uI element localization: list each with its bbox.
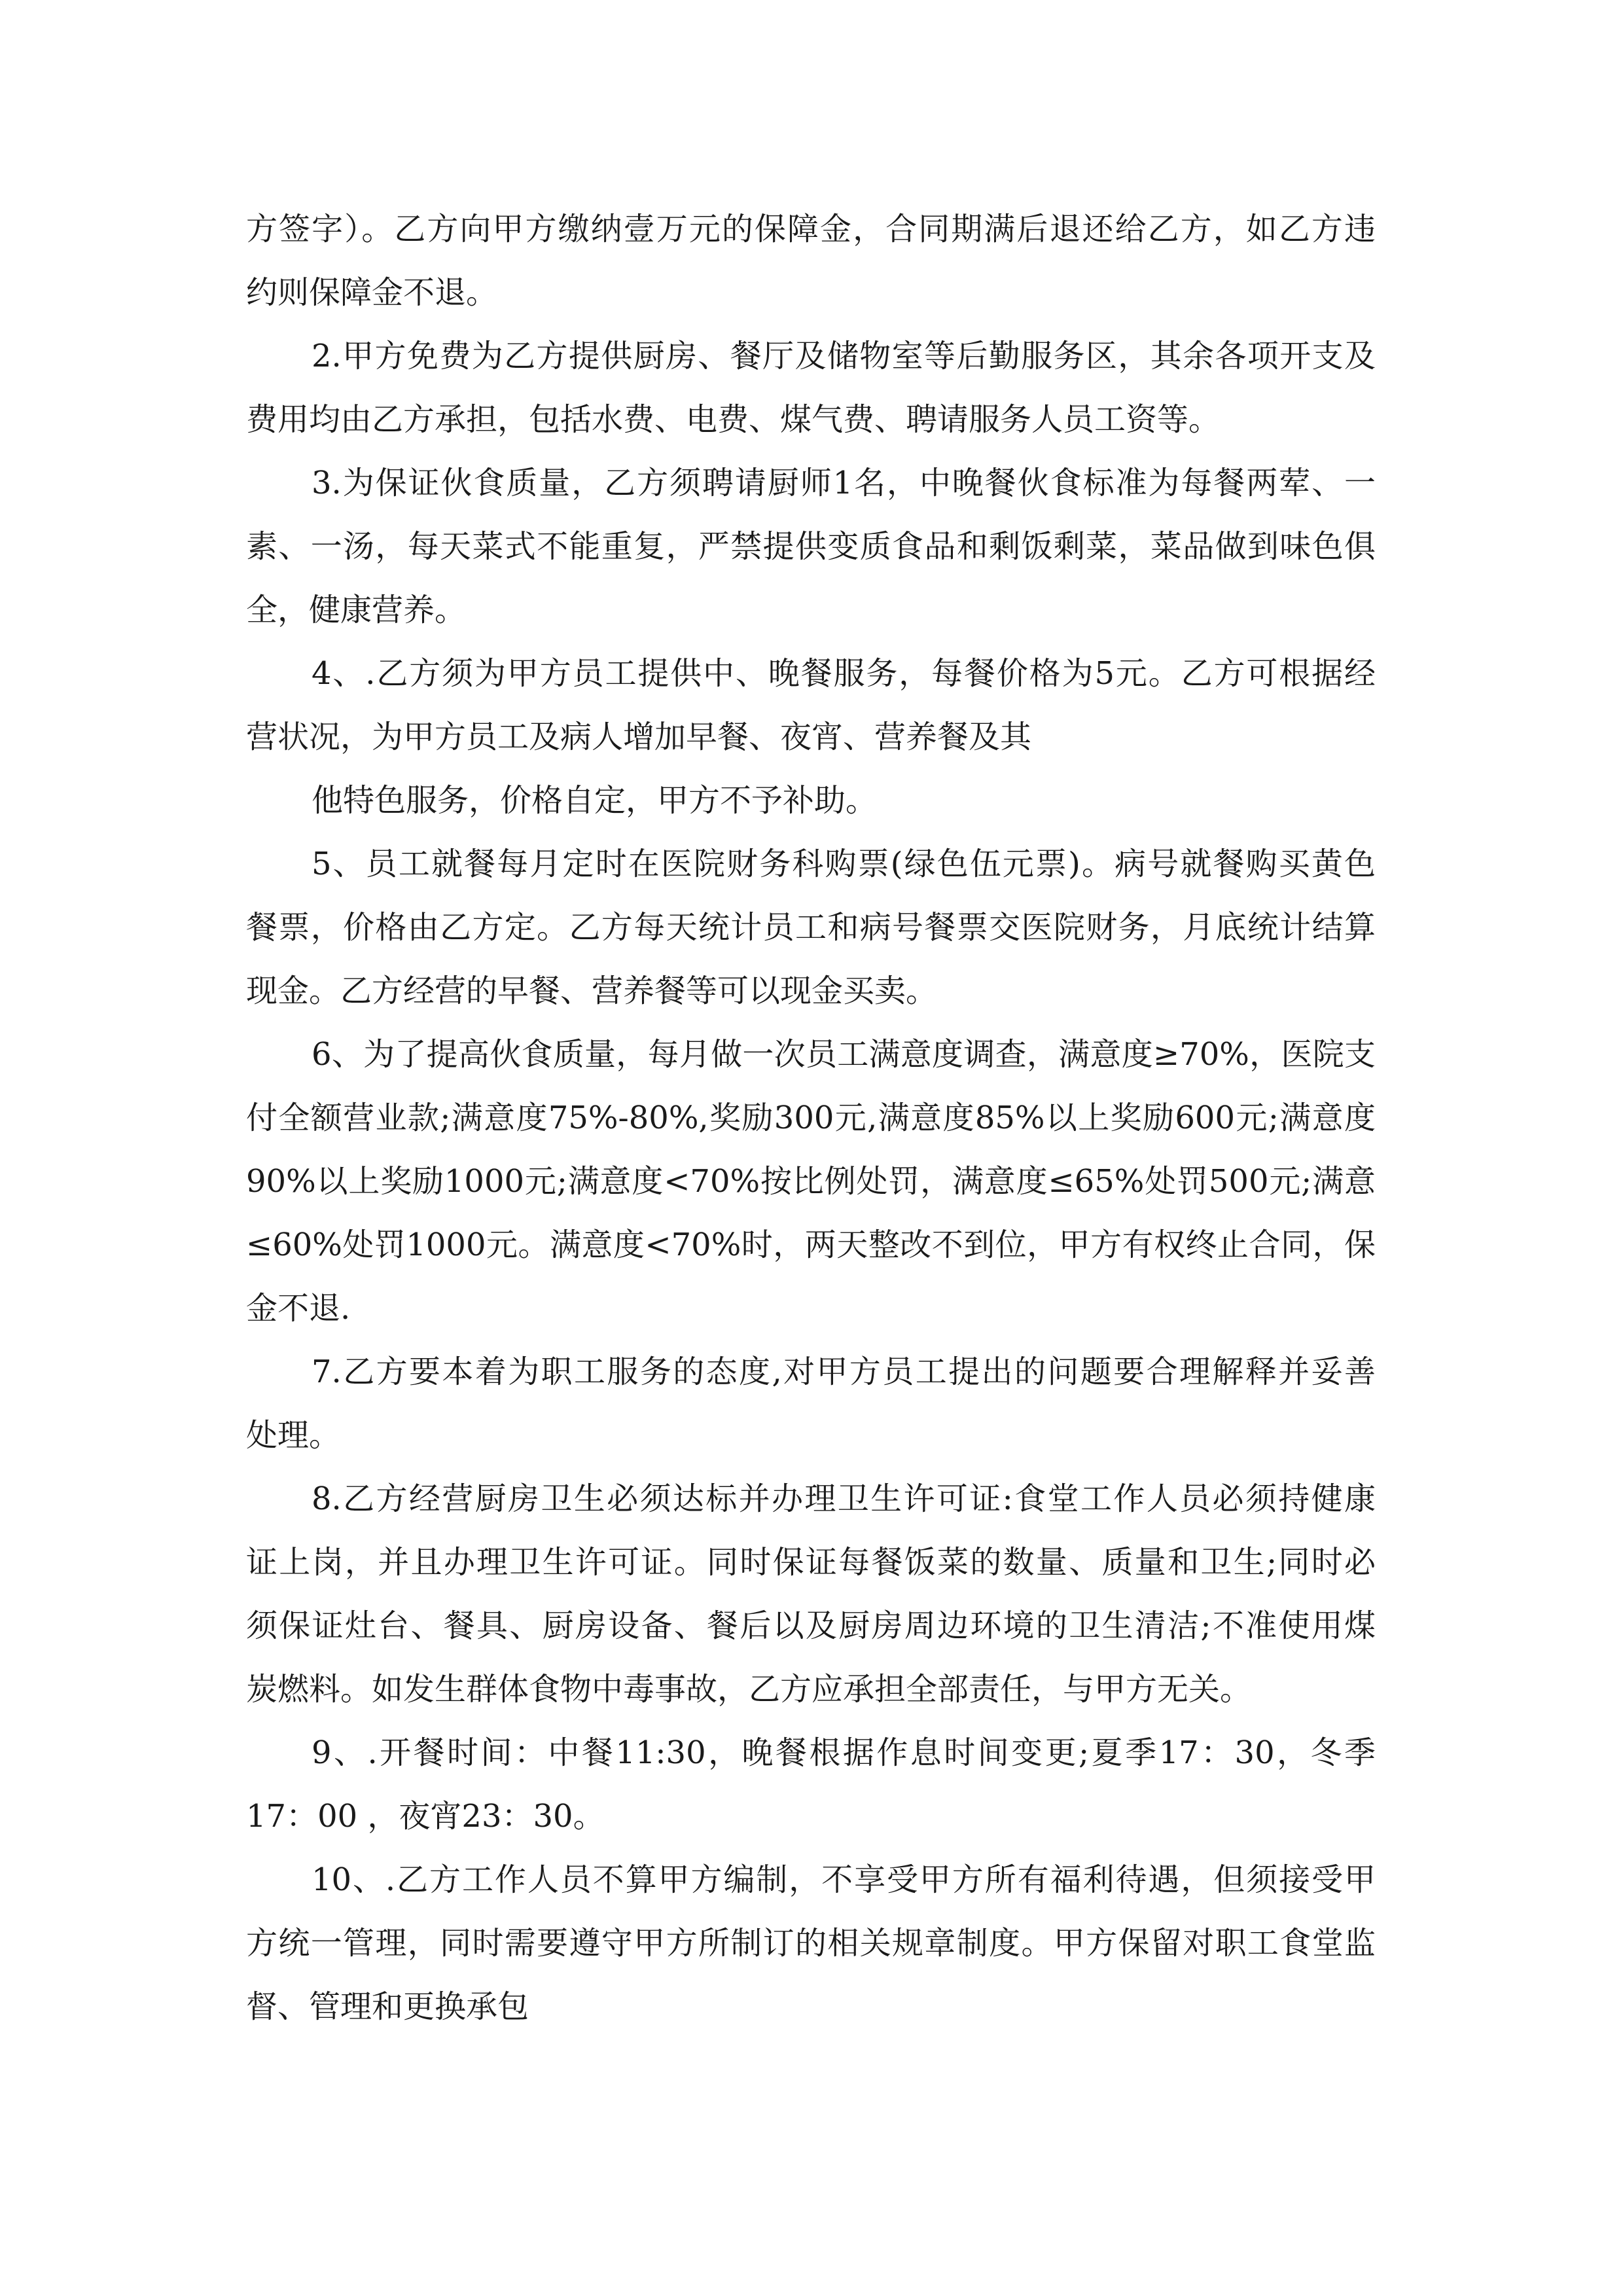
text-line: 费用均由乙方承担，包括水费、电费、煤气费、聘请服务人员工资等。: [246, 401, 1221, 438]
text-line: 2.甲方免费为乙方提供厨房、餐厅及储物室等后勤服务区，其余各项开支及: [312, 338, 1376, 374]
text-line: 现金。乙方经营的早餐、营养餐等可以现金买卖。: [246, 973, 938, 1009]
paragraph: [246, 452, 1376, 642]
text-line: 须保证灶台、餐具、厨房设备、餐后以及厨房周边环境的卫生清洁;不准使用煤: [246, 1607, 1376, 1644]
text-line: 17：00 ，夜宵23：30。: [246, 1798, 605, 1835]
paragraph: [246, 325, 1376, 452]
text-line: 约则保障金不退。: [246, 274, 498, 311]
paragraph: [246, 198, 1376, 325]
text-line: 全，健康营养。: [246, 592, 467, 628]
paragraph: [246, 833, 1376, 1023]
paragraph: [246, 1340, 1376, 1467]
text-line: 金不退.: [246, 1290, 351, 1327]
text-line: 10、.乙方工作人员不算甲方编制，不享受甲方所有福利待遇，但须接受甲: [312, 1861, 1376, 1898]
paragraph: [246, 1467, 1376, 1721]
text-line: 方签字）。乙方向甲方缴纳壹万元的保障金，合同期满后退还给乙方，如乙方违: [246, 211, 1376, 247]
text-line: 营状况，为甲方员工及病人增加早餐、夜宵、营养餐及其: [246, 719, 1032, 755]
document-body: [246, 198, 1376, 2039]
text-line: 7.乙方要本着为职工服务的态度,对甲方员工提出的问题要合理解释并妥善: [312, 1354, 1376, 1390]
text-line: 9、.开餐时间：中餐11:30，晚餐根据作息时间变更;夏季17：30，冬季: [312, 1734, 1376, 1771]
text-line: 90%以上奖励1000元;满意度<70%按比例处罚，满意度≤65%处罚500元;满意: [246, 1163, 1376, 1200]
text-line: 5、员工就餐每月定时在医院财务科购票(绿色伍元票)。病号就餐购买黄色: [312, 846, 1376, 882]
paragraph: [246, 1848, 1376, 2039]
text-line: 4、.乙方须为甲方员工提供中、晚餐服务，每餐价格为5元。乙方可根据经: [312, 655, 1376, 692]
text-line: 付全额营业款;满意度75%-80%,奖励300元,满意度85%以上奖励600元;满意度: [246, 1100, 1376, 1136]
text-line: 证上岗，并且办理卫生许可证。同时保证每餐饭菜的数量、质量和卫生;同时必: [246, 1544, 1376, 1581]
paragraph: [246, 769, 1376, 833]
text-line: 炭燃料。如发生群体食物中毒事故，乙方应承担全部责任，与甲方无关。: [246, 1671, 1252, 1708]
text-line: 6、为了提高伙食质量，每月做一次员工满意度调查，满意度≥70%，医院支: [312, 1036, 1376, 1073]
paragraph: [246, 1023, 1376, 1340]
text-line: 3.为保证伙食质量，乙方须聘请厨师1名，中晚餐伙食标准为每餐两荤、一: [312, 465, 1376, 501]
text-line: 餐票，价格由乙方定。乙方每天统计员工和病号餐票交医院财务，月底统计结算: [246, 909, 1376, 946]
text-line: ≤60%处罚1000元。满意度<70%时，两天整改不到位，甲方有权终止合同，保: [246, 1227, 1376, 1263]
text-line: 8.乙方经营厨房卫生必须达标并办理卫生许可证:食堂工作人员必须持健康: [312, 1480, 1376, 1517]
text-line: 他特色服务，价格自定，甲方不予补助。: [312, 782, 878, 819]
text-line: 方统一管理，同时需要遵守甲方所制订的相关规章制度。甲方保留对职工食堂监: [246, 1925, 1376, 1962]
text-line: 素、一汤，每天菜式不能重复，严禁提供变质食品和剩饭剩菜，菜品做到味色俱: [246, 528, 1376, 565]
paragraph: [246, 642, 1376, 769]
text-line: 处理。: [246, 1417, 341, 1454]
paragraph: [246, 1721, 1376, 1848]
text-line: 督、管理和更换承包: [246, 1988, 529, 2025]
